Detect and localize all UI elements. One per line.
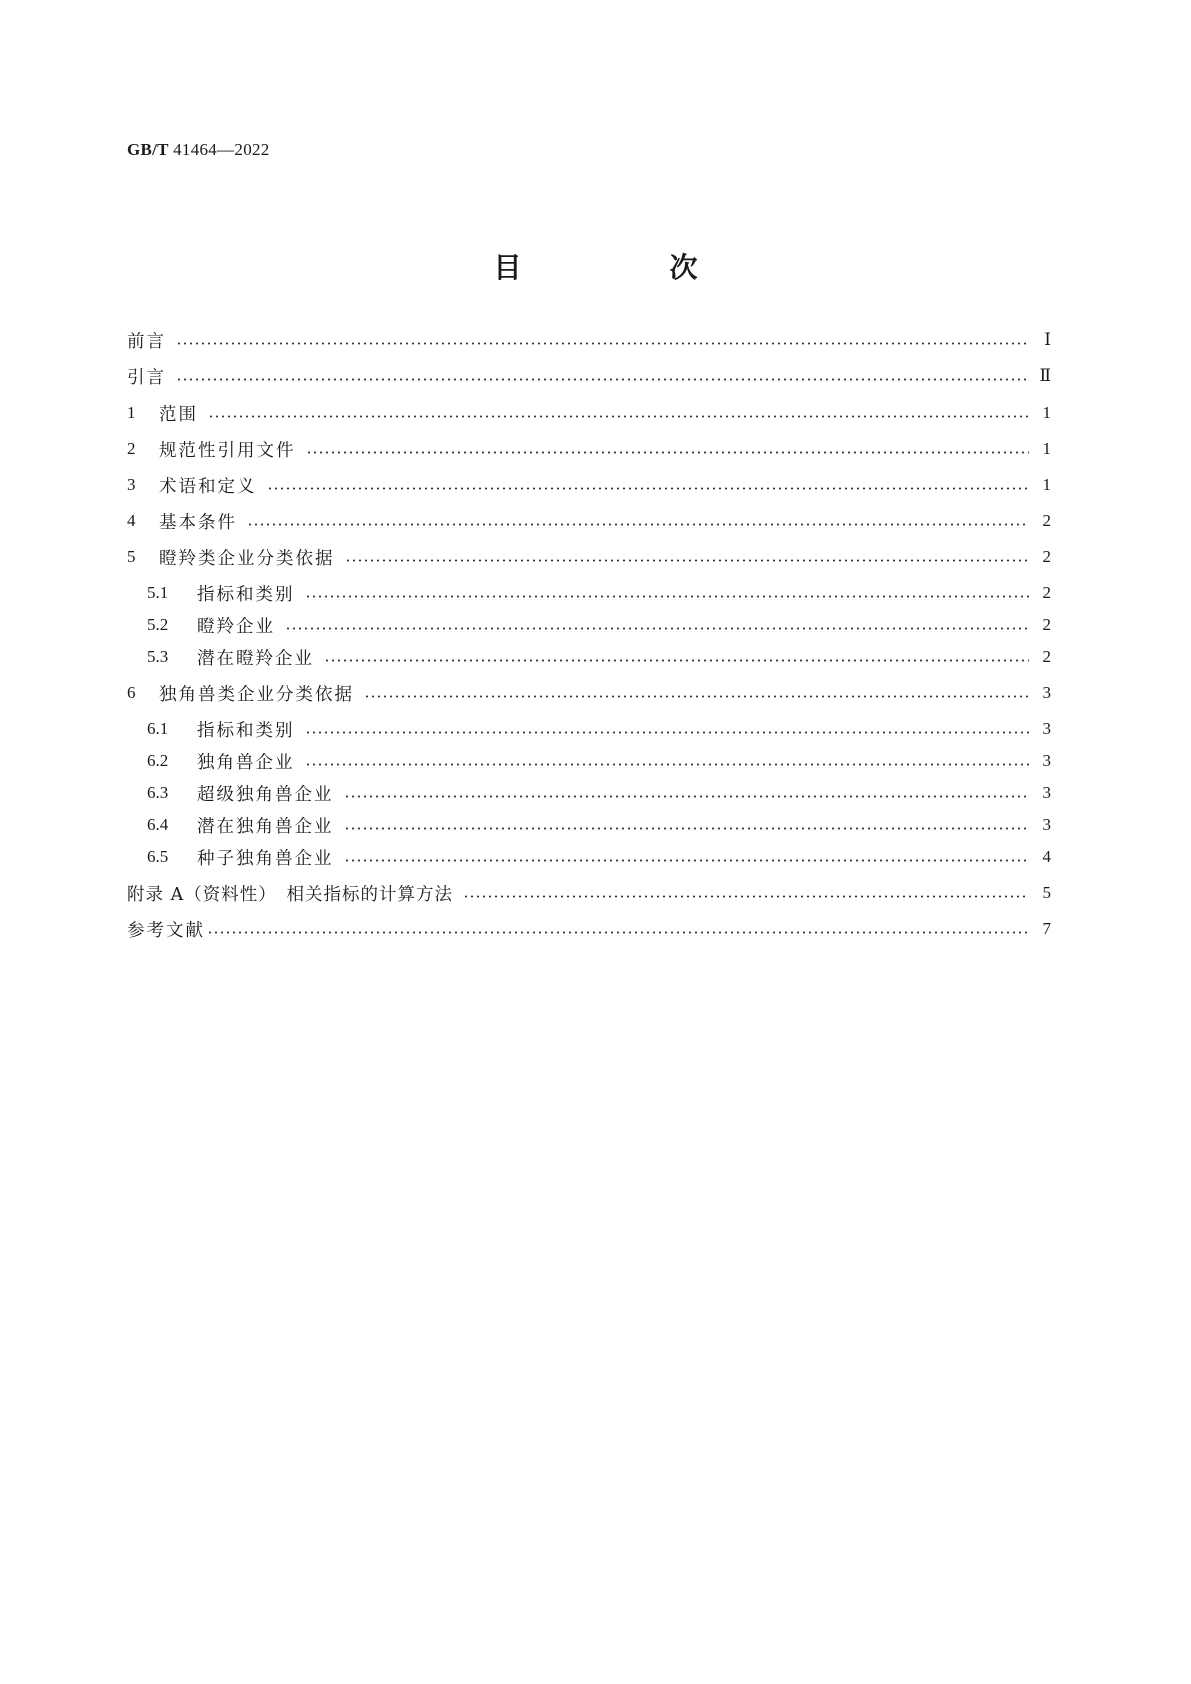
toc-entry-page: 2 [1042,511,1051,530]
toc-entry-page: 3 [1042,751,1051,770]
dot-leader [176,378,1029,381]
dot-leader [305,595,1030,598]
toc-entry-3[interactable] [127,473,1051,497]
dot-leader [267,487,1030,490]
dot-leader [208,415,1029,418]
toc-entry-number: 5.3 [147,647,169,666]
toc-entry-page: 7 [1042,919,1051,938]
toc-entry-6-1[interactable] [147,717,1051,741]
standard-number: 41464 [173,140,218,159]
dot-leader [345,559,1030,562]
toc-entry-2[interactable] [127,437,1051,461]
toc-entry-label: 种子独角兽企业 [197,848,334,869]
toc-entry-label: 独角兽类企业分类依据 [159,684,354,705]
dot-leader [306,451,1030,454]
toc-entry-5-2[interactable] [147,613,1051,637]
toc-entry-page: 2 [1042,547,1051,566]
toc-entry-label: 前言 [127,331,166,352]
toc-entry-number: 5.2 [147,615,169,634]
dot-leader [344,859,1030,862]
toc-entry-label: 超级独角兽企业 [197,784,334,805]
standard-code [127,140,270,160]
toc-entry-page: 2 [1042,647,1051,666]
toc-entry-6-4[interactable] [147,813,1051,837]
toc-entry-page: Ⅰ [1044,330,1051,349]
toc-entry-6-2[interactable] [147,749,1051,773]
toc-entry-number: 1 [127,403,136,422]
dot-leader [324,659,1029,662]
toc-entry-number: 6.3 [147,783,169,802]
standard-separator: — [217,140,235,159]
toc-entry-number: 6.2 [147,751,169,770]
toc-entry-number: 3 [127,475,136,494]
toc-entry-foreword[interactable] [127,328,1051,352]
dot-leader [305,763,1030,766]
toc-entry-number: 6.5 [147,847,169,866]
toc-entry-page: 1 [1042,475,1051,494]
toc-entry-label: 参考文献 [127,920,205,941]
toc-entry-4[interactable] [127,509,1051,533]
toc-entry-number: 6.4 [147,815,169,834]
toc-entry-label: 基本条件 [159,512,237,533]
toc-entry-label: 范围 [159,404,198,425]
toc-entry-1[interactable] [127,401,1051,425]
standard-year: 2022 [234,140,270,159]
toc-title: 目 次 [493,251,758,284]
toc-entry-number: 4 [127,511,136,530]
toc-entry-label: 潜在瞪羚企业 [197,648,314,669]
toc-entry-label: 引言 [127,367,166,388]
toc-entry-label: 指标和类别 [197,584,295,605]
toc-entry-label: 潜在独角兽企业 [197,816,334,837]
toc-entry-number: 6.1 [147,719,169,738]
dot-leader [285,627,1029,630]
toc-entry-label: 附录 A（资料性） 相关指标的计算方法 [127,884,453,905]
toc-entry-number: 2 [127,439,136,458]
toc-entry-label: 指标和类别 [197,720,295,741]
toc-entry-page: 5 [1042,883,1051,902]
toc-entry-number: 6 [127,683,136,702]
dot-leader [463,895,1029,898]
toc-entry-page: Ⅱ [1039,366,1051,385]
toc-entry-page: 2 [1042,615,1051,634]
toc-entry-page: 2 [1042,583,1051,602]
toc-entry-annex-a[interactable] [127,881,1051,905]
dot-leader [344,827,1030,830]
toc-entry-5-3[interactable] [147,645,1051,669]
toc-entry-page: 1 [1042,403,1051,422]
toc-entry-5[interactable] [127,545,1051,569]
toc-entry-label: 独角兽企业 [197,752,295,773]
toc-entry-introduction[interactable] [127,364,1051,388]
dot-leader [364,695,1029,698]
toc-entry-label: 瞪羚类企业分类依据 [159,548,335,569]
toc-entry-page: 3 [1042,719,1051,738]
toc-entry-page: 3 [1042,815,1051,834]
toc-entry-5-1[interactable] [147,581,1051,605]
dot-leader [247,523,1029,526]
toc-entry-number: 5.1 [147,583,169,602]
toc-entry-6-3[interactable] [147,781,1051,805]
toc-entry-page: 3 [1042,783,1051,802]
toc-entry-label: 瞪羚企业 [197,616,275,637]
toc-entry-label: 术语和定义 [159,476,257,497]
toc-entry-label: 规范性引用文件 [159,440,296,461]
standard-prefix: GB/T [127,140,169,159]
toc-entry-page: 1 [1042,439,1051,458]
dot-leader [207,931,1029,934]
toc-entry-page: 3 [1042,683,1051,702]
dot-leader [344,795,1030,798]
toc-entry-bibliography[interactable] [127,917,1051,941]
toc-entry-6[interactable] [127,681,1051,705]
toc-entry-page: 4 [1042,847,1051,866]
dot-leader [305,731,1030,734]
toc-entry-number: 5 [127,547,136,566]
dot-leader [176,342,1029,345]
toc-entry-6-5[interactable] [147,845,1051,869]
